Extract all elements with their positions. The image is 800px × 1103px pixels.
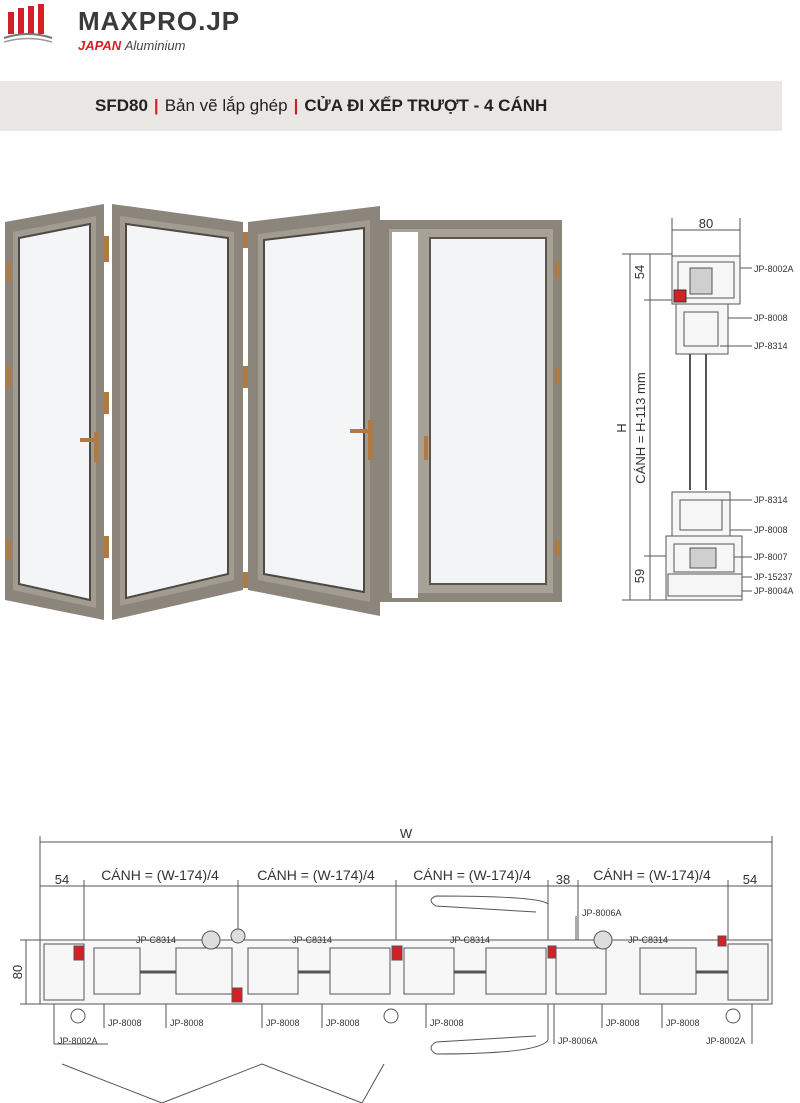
plan-part-label: JP-8008 — [606, 1018, 640, 1028]
plan-part-label: JP-8008 — [170, 1018, 204, 1028]
plan-part-label: JP-8008 — [666, 1018, 700, 1028]
section-dim-height: H — [614, 423, 629, 433]
plan-dim-mid: 38 — [555, 872, 571, 887]
plan-part-label: JP-C8314 — [628, 935, 669, 945]
plan-part-label: JP-8008 — [266, 1018, 300, 1028]
section-part-label: JP-8008 — [754, 525, 788, 535]
plan-part-label: JP-8008 — [430, 1018, 464, 1028]
door-handle-3 — [368, 420, 373, 460]
section-part-label: JP-15237 — [754, 572, 793, 582]
section-dim-bottom: 59 — [632, 568, 647, 584]
plan-dim-total: W — [399, 826, 413, 841]
plan-part-label: JP-C8314 — [450, 935, 491, 945]
title-separator: | — [153, 96, 159, 115]
door-handle-4 — [424, 436, 428, 460]
title-subtitle: Bản vẽ lắp ghép — [164, 96, 288, 115]
plan-part-label: JP-C8314 — [136, 935, 177, 945]
brand-sub-japan: JAPAN — [78, 38, 122, 53]
plan-part-label: JP-C8314 — [292, 935, 333, 945]
section-part-label: JP-8314 — [754, 341, 788, 351]
plan-part-label: JP-8008 — [326, 1018, 360, 1028]
section-part-label: JP-8007 — [754, 552, 788, 562]
title-code: SFD80 — [95, 96, 148, 115]
section-dim-top: 54 — [632, 264, 647, 280]
section-dim-width: 80 — [698, 216, 714, 231]
plan-part-label: JP-8002A — [58, 1036, 98, 1046]
title-product-name: CỬA ĐI XẾP TRƯỢT - 4 CÁNH — [304, 96, 548, 115]
plan-dim-leaf-3: CÁNH = (W-174)/4 — [413, 867, 531, 883]
brand-name: MAXPRO.JP — [78, 6, 241, 36]
brand-sub-aluminium: Aluminium — [124, 38, 186, 53]
plan-part-label: JP-8002A — [706, 1036, 746, 1046]
plan-dim-depth: 80 — [10, 964, 25, 980]
title-separator: | — [293, 96, 299, 115]
plan-dim-left: 54 — [54, 872, 70, 887]
plan-dim-leaf-2: CÁNH = (W-174)/4 — [257, 867, 375, 883]
plan-dim-right: 54 — [742, 872, 758, 887]
plan-dim-leaf-4: CÁNH = (W-174)/4 — [593, 867, 711, 883]
door-elevation — [5, 204, 562, 620]
section-part-label: JP-8008 — [754, 313, 788, 323]
section-part-label: JP-8002A — [754, 264, 794, 274]
plan-part-label: JP-8006A — [582, 908, 622, 918]
section-dim-leaf: CÁNH = H-113 mm — [633, 372, 648, 484]
section-part-label: JP-8314 — [754, 495, 788, 505]
plan-part-label: JP-8006A — [558, 1036, 598, 1046]
section-part-label: JP-8004A — [754, 586, 794, 596]
plan-dim-leaf-1: CÁNH = (W-174)/4 — [101, 867, 219, 883]
plan-part-label: JP-8008 — [108, 1018, 142, 1028]
door-handle-1 — [94, 432, 99, 462]
